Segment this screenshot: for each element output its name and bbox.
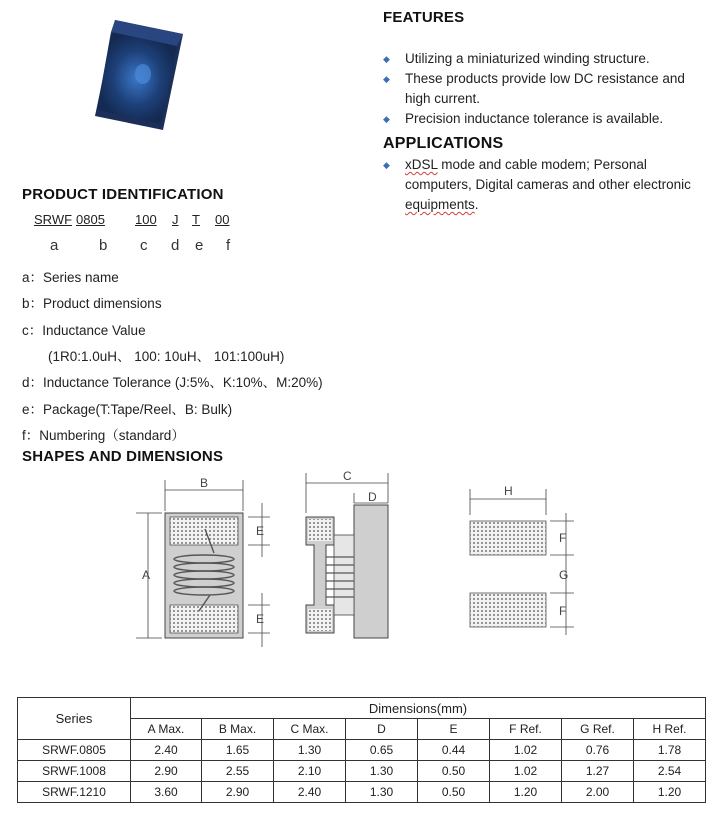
table-row: SRWF.1008 2.90 2.55 2.10 1.30 0.50 1.02 1.27 2.54: [18, 761, 706, 782]
label-g: G: [559, 568, 569, 582]
side-view: [306, 469, 388, 638]
label-f-bottom: F: [559, 604, 567, 618]
diamond-bullet-icon: ◆: [383, 54, 390, 64]
desc-c: c：Inductance Value: [22, 323, 146, 338]
desc-d: d：Inductance Tolerance (J:5%、K:10%、M:20%): [22, 375, 323, 390]
label-c: C: [343, 469, 352, 483]
col-e: E: [418, 719, 490, 740]
front-view: [136, 476, 270, 647]
label-f-top: F: [559, 531, 567, 545]
application-item: ◆ xDSL mode and cable modem; Personal computers, Digital cameras and other electronic equipments.: [383, 157, 691, 212]
label-e-top: E: [256, 524, 265, 538]
col-f: F Ref.: [490, 719, 562, 740]
desc-e: e：Package(T:Tape/Reel、B: Bulk): [22, 402, 233, 417]
applications-list: [383, 155, 713, 215]
label-a: A: [142, 568, 151, 582]
applications-title: APPLICATIONS: [383, 135, 504, 152]
features-title: FEATURES: [383, 9, 465, 26]
desc-b: b：Product dimensions: [22, 296, 162, 311]
col-c: C Max.: [274, 719, 346, 740]
dimensions-table: [17, 697, 706, 803]
diamond-bullet-icon: ◆: [383, 74, 390, 84]
part-series: SRWF: [34, 212, 73, 227]
table-row: SRWF.1210 3.60 2.90 2.40 1.30 0.50 1.20 2.00 1.20: [18, 782, 706, 803]
desc-f: f：Numbering（standard）: [22, 428, 185, 443]
letter-a: a: [50, 237, 59, 254]
desc-a: a：Series name: [22, 270, 119, 285]
label-d: D: [368, 490, 377, 504]
part-size: 0805: [76, 212, 105, 227]
diamond-bullet-icon: ◆: [383, 114, 390, 124]
col-h: H Ref.: [634, 719, 706, 740]
desc-c-examples: (1R0:1.0uH、 100: 10uH、 101:100uH): [48, 349, 285, 364]
table-row: SRWF.0805 2.40 1.65 1.30 0.65 0.44 1.02 0.76 1.78: [18, 740, 706, 761]
dimensions-header: Dimensions(mm): [131, 698, 706, 719]
features-list: [383, 49, 713, 129]
part-inductance: 100: [135, 212, 157, 227]
feature-item: ◆ These products provide low DC resistance and high current.: [383, 71, 685, 106]
part-tolerance: J: [172, 212, 179, 227]
product-photo: [85, 12, 195, 137]
feature-item: ◆ Utilizing a miniaturized winding structure.: [383, 49, 713, 69]
product-identification-title: PRODUCT IDENTIFICATION: [22, 186, 224, 203]
part-numbering: 00: [215, 212, 230, 227]
label-b: B: [200, 476, 209, 490]
diamond-bullet-icon: ◆: [383, 160, 390, 170]
letter-d: d: [171, 237, 180, 254]
table-header-row: [18, 698, 706, 719]
dimension-drawings: [0, 465, 727, 655]
label-h: H: [504, 484, 513, 498]
letter-e: e: [195, 237, 204, 254]
col-d: D: [346, 719, 418, 740]
letter-c: c: [140, 237, 148, 254]
col-a: A Max.: [131, 719, 202, 740]
series-header: Series: [18, 698, 131, 740]
letter-f: f: [226, 237, 231, 254]
land-pattern-view: [470, 484, 574, 635]
shapes-title: SHAPES AND DIMENSIONS: [22, 448, 224, 465]
col-g: G Ref.: [562, 719, 634, 740]
part-package: T: [192, 212, 200, 227]
feature-item: ◆ Precision inductance tolerance is available.: [383, 109, 713, 129]
letter-b: b: [99, 237, 108, 254]
label-e-bottom: E: [256, 612, 265, 626]
col-b: B Max.: [202, 719, 274, 740]
